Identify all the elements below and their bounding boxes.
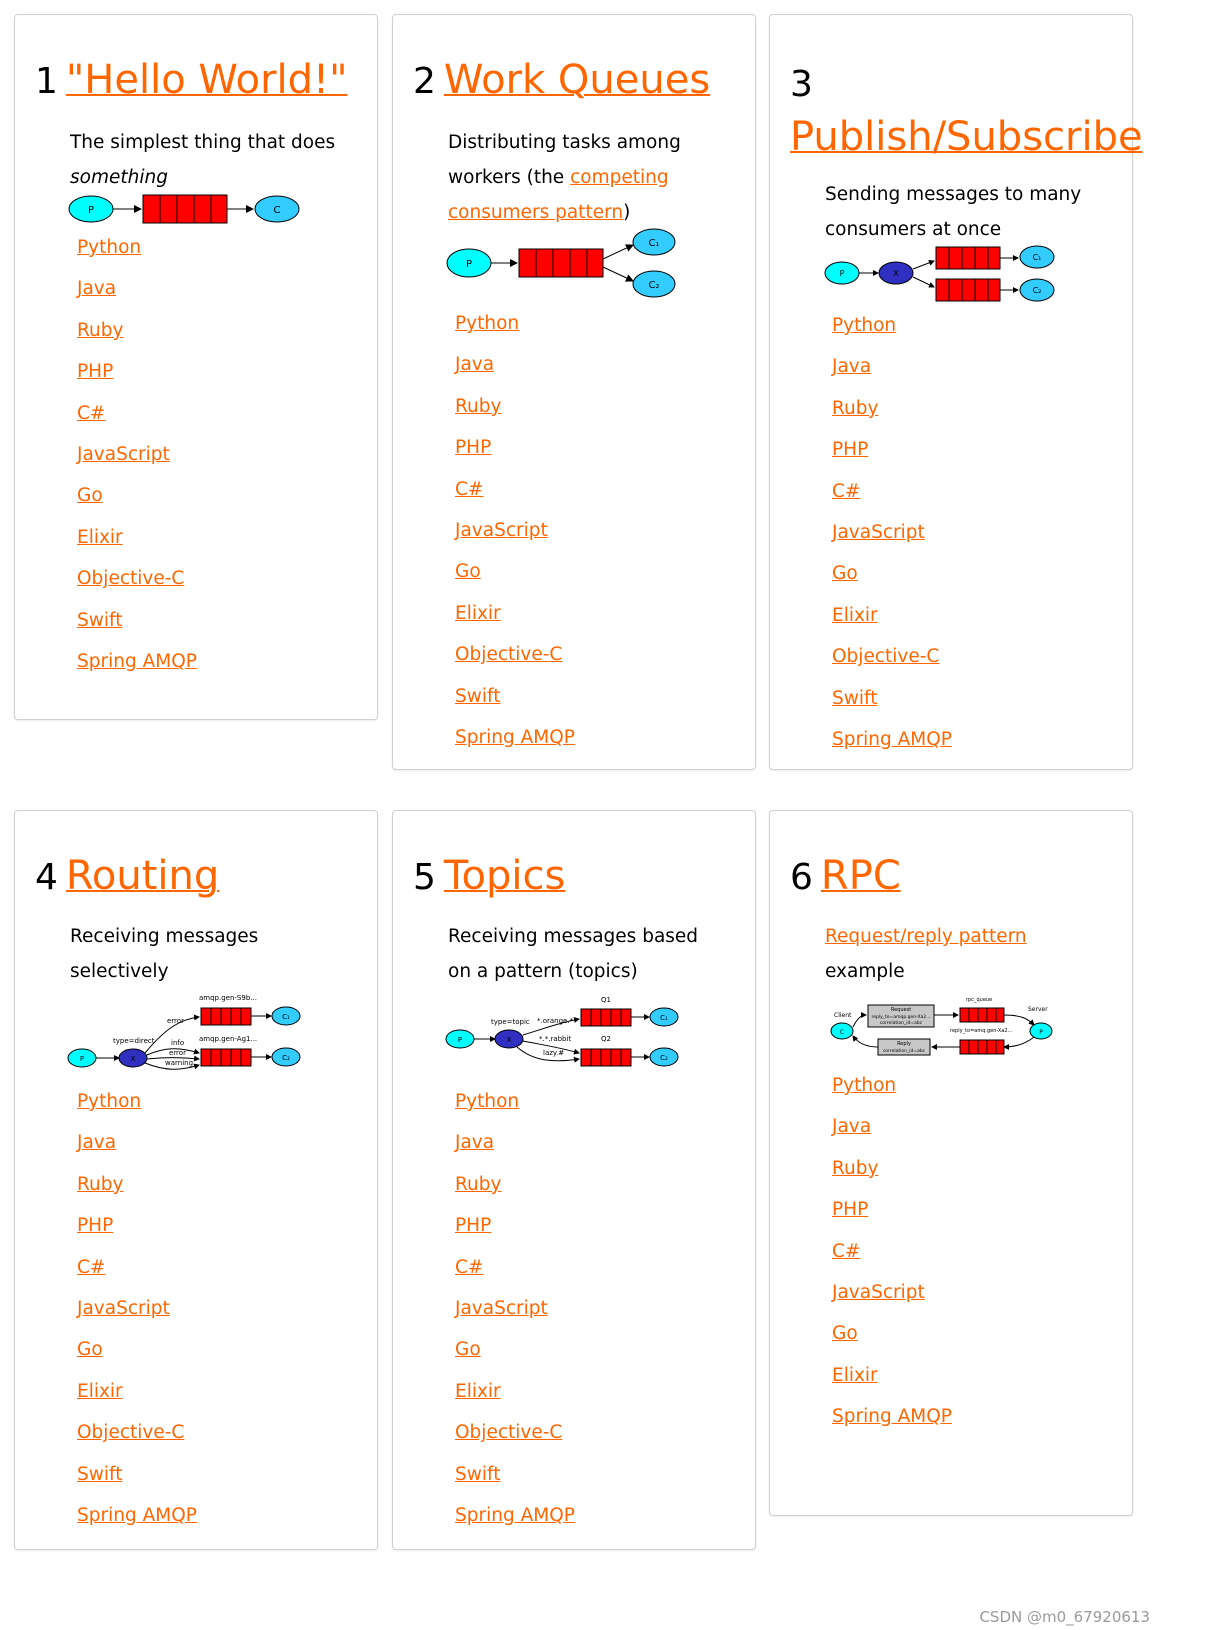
list-item <box>455 313 575 354</box>
routing-key-label: warning <box>165 1059 194 1067</box>
list-item <box>77 527 197 568</box>
consumer-2-label: C₂ <box>660 1054 668 1062</box>
card-title <box>790 57 1143 163</box>
language-link[interactable]: PHP <box>455 437 492 459</box>
language-link[interactable]: Go <box>832 563 858 585</box>
language-link[interactable]: Java <box>77 1132 117 1154</box>
list-item <box>832 605 952 646</box>
language-link[interactable]: Elixir <box>77 526 123 548</box>
list-item <box>77 278 197 319</box>
queue-icon <box>143 195 227 223</box>
watermark: CSDN @m0_67920613 <box>979 1608 1150 1626</box>
exchange-label: X <box>893 269 899 278</box>
language-link[interactable]: JavaScript <box>77 1297 170 1319</box>
queue-1-icon <box>201 1008 251 1025</box>
queue-2-name: Q2 <box>601 1035 611 1043</box>
language-link[interactable]: Java <box>832 356 872 378</box>
language-link[interactable]: Objective-C <box>77 568 185 590</box>
card-number: 2 <box>413 61 436 102</box>
queue-icon <box>519 249 603 277</box>
list-item <box>77 403 197 444</box>
description-text-end: ) <box>623 202 631 223</box>
description-link[interactable]: Request/reply pattern <box>825 926 1027 947</box>
queue-2-icon <box>201 1049 251 1066</box>
list-item <box>455 1298 575 1339</box>
card-number: 3 <box>790 64 813 105</box>
language-link[interactable]: Go <box>77 1339 103 1361</box>
svg-text:correlation_id=abc: correlation_id=abc <box>882 1049 926 1054</box>
reply-to-label: reply_to=amq.gen-Xa2... <box>950 1028 1013 1034</box>
queue-1-icon <box>581 1009 631 1026</box>
request-message <box>868 1005 934 1027</box>
language-link[interactable]: Java <box>832 1116 872 1138</box>
language-link[interactable]: Spring AMQP <box>455 1504 575 1526</box>
client-node-label: C <box>839 1029 845 1036</box>
language-link[interactable]: Java <box>455 1132 495 1154</box>
list-item <box>455 1339 575 1380</box>
list-item <box>832 729 952 770</box>
list-item <box>832 1158 952 1199</box>
language-link[interactable]: Elixir <box>832 604 878 626</box>
queue-2-icon <box>581 1049 631 1066</box>
language-list <box>455 1091 575 1546</box>
list-item <box>77 485 197 526</box>
server-node-label: P <box>1039 1029 1043 1036</box>
language-link[interactable]: Swift <box>455 1463 501 1485</box>
language-link[interactable]: C# <box>77 1256 106 1278</box>
list-item <box>832 688 952 729</box>
language-link[interactable]: Python <box>832 1075 897 1096</box>
consumer-1-label: C₁ <box>282 1013 290 1021</box>
queue-1-name: Q1 <box>601 996 611 1004</box>
tutorial-card-1 <box>14 14 378 720</box>
list-item <box>832 398 952 439</box>
language-link[interactable]: Ruby <box>77 319 124 341</box>
language-link[interactable]: Python <box>77 1091 142 1112</box>
list-item <box>832 646 952 687</box>
language-link[interactable]: Objective-C <box>455 1422 563 1444</box>
reply-queue-icon <box>960 1040 1004 1054</box>
card-number: 5 <box>413 857 436 898</box>
description-text: The simplest thing that does <box>70 132 336 153</box>
card-description <box>825 919 1065 989</box>
description-text-end: example <box>825 961 905 982</box>
title-link-rpc[interactable]: RPC <box>820 853 901 899</box>
list-item <box>832 1323 952 1364</box>
list-item <box>455 437 575 478</box>
language-link[interactable]: JavaScript <box>455 519 548 541</box>
language-link[interactable]: Elixir <box>832 1364 878 1386</box>
list-item <box>455 561 575 602</box>
language-link[interactable]: Spring AMQP <box>832 728 952 750</box>
list-item <box>832 1116 952 1157</box>
card-title <box>413 53 710 107</box>
client-label: Client <box>834 1012 852 1019</box>
language-link[interactable]: C# <box>832 1240 861 1262</box>
rpc-queue-label: rpc_queue <box>966 997 993 1003</box>
language-link[interactable]: C# <box>455 1256 484 1278</box>
list-item <box>832 1075 952 1116</box>
list-item <box>832 356 952 397</box>
language-link[interactable]: Ruby <box>455 1173 502 1195</box>
list-item <box>455 603 575 644</box>
svg-text:Request: Request <box>890 1007 912 1013</box>
language-list <box>455 313 575 768</box>
language-link[interactable]: Python <box>832 315 897 336</box>
exchange-type-label: type=direct <box>113 1037 155 1045</box>
list-item <box>77 568 197 609</box>
description-text: Sending messages to many consumers at once <box>825 184 1082 240</box>
description-emphasis: something <box>70 167 168 188</box>
list-item <box>455 686 575 727</box>
language-link[interactable]: Swift <box>77 1463 123 1485</box>
title-link-work-queues[interactable]: Work Queues <box>443 57 711 103</box>
consumer-label: C <box>273 205 281 216</box>
list-item <box>77 444 197 485</box>
consumer-1-label: C₁ <box>648 238 660 249</box>
tutorial-card-6 <box>769 810 1133 1516</box>
consumer-2-label: C₂ <box>1032 286 1042 295</box>
tutorial-card-5 <box>392 810 756 1550</box>
list-item <box>455 1381 575 1422</box>
list-item <box>77 1505 197 1546</box>
language-link[interactable]: PHP <box>455 1215 492 1237</box>
list-item <box>832 481 952 522</box>
card-description <box>825 177 1105 247</box>
list-item <box>832 1241 952 1282</box>
list-item <box>455 1091 575 1132</box>
description-text: Distributing tasks among workers (the <box>448 132 681 188</box>
language-link[interactable]: C# <box>455 478 484 500</box>
list-item <box>77 610 197 651</box>
language-link[interactable]: Objective-C <box>77 1422 185 1444</box>
tutorial-card-3 <box>769 14 1143 770</box>
language-link[interactable]: Spring AMQP <box>832 1406 952 1428</box>
title-link-routing[interactable]: Routing <box>65 853 220 899</box>
language-list <box>77 1091 197 1546</box>
list-item <box>832 1406 952 1447</box>
list-item <box>455 1257 575 1298</box>
list-item <box>832 563 952 604</box>
list-item <box>77 1132 197 1173</box>
producer-label: P <box>87 205 95 216</box>
binding-key-label: *.*.rabbit <box>539 1035 572 1043</box>
publish-subscribe-diagram <box>822 243 1062 305</box>
language-link[interactable]: Go <box>77 485 103 507</box>
producer-label: P <box>465 259 473 270</box>
rpc-queue-icon <box>960 1008 1004 1022</box>
hello-world-diagram <box>65 191 305 231</box>
topics-diagram <box>443 991 683 1077</box>
list-item <box>455 1422 575 1463</box>
title-link-publish-subscribe[interactable]: Publish/Subscribe <box>790 114 1143 160</box>
language-link[interactable]: Go <box>455 561 481 583</box>
svg-text:reply_to=amqp.gen-Xa2...: reply_to=amqp.gen-Xa2... <box>871 1015 931 1020</box>
language-link[interactable]: Go <box>455 1339 481 1361</box>
language-link[interactable]: Swift <box>455 685 501 707</box>
svg-text:Reply: Reply <box>897 1041 911 1047</box>
language-link[interactable]: Java <box>455 354 495 376</box>
language-link[interactable]: Elixir <box>77 1380 123 1402</box>
description-link[interactable]: competing consumers pattern <box>448 167 669 223</box>
list-item <box>455 727 575 768</box>
list-item <box>832 1199 952 1240</box>
card-description <box>70 125 350 195</box>
rpc-diagram <box>828 993 1064 1059</box>
binding-key-label: lazy.# <box>543 1049 565 1057</box>
list-item <box>455 1215 575 1256</box>
language-link[interactable]: Python <box>455 313 520 334</box>
language-link[interactable]: Python <box>77 237 142 258</box>
producer-label: P <box>79 1055 85 1063</box>
list-item <box>832 1365 952 1406</box>
exchange-label: X <box>506 1036 512 1044</box>
list-item <box>455 396 575 437</box>
work-queues-diagram <box>443 225 683 303</box>
language-link[interactable]: Ruby <box>832 397 879 419</box>
list-item <box>77 1339 197 1380</box>
server-label: Server <box>1028 1006 1048 1013</box>
routing-diagram <box>65 989 305 1079</box>
language-link[interactable]: Spring AMQP <box>77 650 197 672</box>
language-link[interactable]: JavaScript <box>832 521 925 543</box>
language-list <box>832 315 952 770</box>
routing-key-label: info <box>171 1039 185 1047</box>
language-link[interactable]: Swift <box>77 609 123 631</box>
list-item <box>77 1174 197 1215</box>
language-list <box>832 1075 952 1448</box>
list-item <box>455 1174 575 1215</box>
card-title <box>35 53 347 107</box>
exchange-label: X <box>130 1055 136 1063</box>
list-item <box>455 644 575 685</box>
list-item <box>77 651 197 692</box>
routing-key-label: error <box>167 1017 184 1025</box>
description-text: Receiving messages based on a pattern (topics) <box>448 926 699 982</box>
list-item <box>455 1464 575 1505</box>
language-link[interactable]: Objective-C <box>832 646 940 668</box>
list-item <box>77 1091 197 1132</box>
language-link[interactable]: JavaScript <box>455 1297 548 1319</box>
language-link[interactable]: Swift <box>832 687 878 709</box>
language-link[interactable]: Spring AMQP <box>77 1504 197 1526</box>
language-link[interactable]: PHP <box>77 361 114 383</box>
list-item <box>77 1422 197 1463</box>
language-list <box>77 237 197 692</box>
list-item <box>832 439 952 480</box>
list-item <box>77 320 197 361</box>
card-number: 1 <box>35 61 58 102</box>
consumer-2-label: C₂ <box>648 280 660 291</box>
language-link[interactable]: PHP <box>832 1199 869 1221</box>
language-link[interactable]: C# <box>77 402 106 424</box>
consumer-2-label: C₂ <box>282 1054 290 1062</box>
consumer-1-label: C₁ <box>1032 253 1042 262</box>
routing-key-label: error <box>169 1049 186 1057</box>
language-link[interactable]: JavaScript <box>832 1281 925 1303</box>
language-link[interactable]: Ruby <box>832 1157 879 1179</box>
card-description <box>448 919 713 989</box>
language-link[interactable]: Java <box>77 278 117 300</box>
language-link[interactable]: Objective-C <box>455 644 563 666</box>
tutorial-card-2 <box>392 14 756 770</box>
card-number: 6 <box>790 857 813 898</box>
queue-1-icon <box>936 247 1000 269</box>
list-item <box>77 361 197 402</box>
card-number: 4 <box>35 857 58 898</box>
list-item <box>832 315 952 356</box>
language-link[interactable]: JavaScript <box>77 443 170 465</box>
language-link[interactable]: PHP <box>832 439 869 461</box>
list-item <box>455 520 575 561</box>
card-title <box>790 849 901 903</box>
consumer-1-label: C₁ <box>660 1014 668 1022</box>
title-link-hello-world[interactable]: "Hello World!" <box>65 57 348 103</box>
svg-text:correlation_id=abc: correlation_id=abc <box>879 1021 923 1026</box>
list-item <box>455 479 575 520</box>
language-link[interactable]: Go <box>832 1323 858 1345</box>
exchange-type-label: type=topic <box>491 1018 530 1026</box>
description-text: Receiving messages selectively <box>70 926 259 982</box>
language-link[interactable]: PHP <box>77 1215 114 1237</box>
list-item <box>77 1381 197 1422</box>
list-item <box>455 1505 575 1546</box>
card-description <box>448 125 698 230</box>
language-link[interactable]: Elixir <box>455 1380 501 1402</box>
language-link[interactable]: Python <box>455 1091 520 1112</box>
card-title <box>413 849 565 903</box>
list-item <box>455 1132 575 1173</box>
card-description <box>70 919 320 989</box>
producer-label: P <box>457 1036 463 1044</box>
list-item <box>77 237 197 278</box>
title-link-topics[interactable]: Topics <box>443 853 566 899</box>
list-item <box>77 1257 197 1298</box>
language-link[interactable]: C# <box>832 480 861 502</box>
list-item <box>455 354 575 395</box>
list-item <box>77 1464 197 1505</box>
queue-2-name: amqp.gen-Ag1... <box>199 1035 258 1043</box>
binding-key-label: *.orange.* <box>537 1017 574 1025</box>
reply-message <box>878 1039 930 1055</box>
language-link[interactable]: Elixir <box>455 602 501 624</box>
list-item <box>832 1282 952 1323</box>
list-item <box>832 522 952 563</box>
language-link[interactable]: Ruby <box>455 395 502 417</box>
list-item <box>77 1298 197 1339</box>
queue-2-icon <box>936 279 1000 301</box>
tutorial-card-4 <box>14 810 378 1550</box>
card-title <box>35 849 219 903</box>
producer-label: P <box>839 269 845 278</box>
queue-1-name: amqp.gen-S9b... <box>199 994 257 1002</box>
language-link[interactable]: Spring AMQP <box>455 726 575 748</box>
list-item <box>77 1215 197 1256</box>
language-link[interactable]: Ruby <box>77 1173 124 1195</box>
